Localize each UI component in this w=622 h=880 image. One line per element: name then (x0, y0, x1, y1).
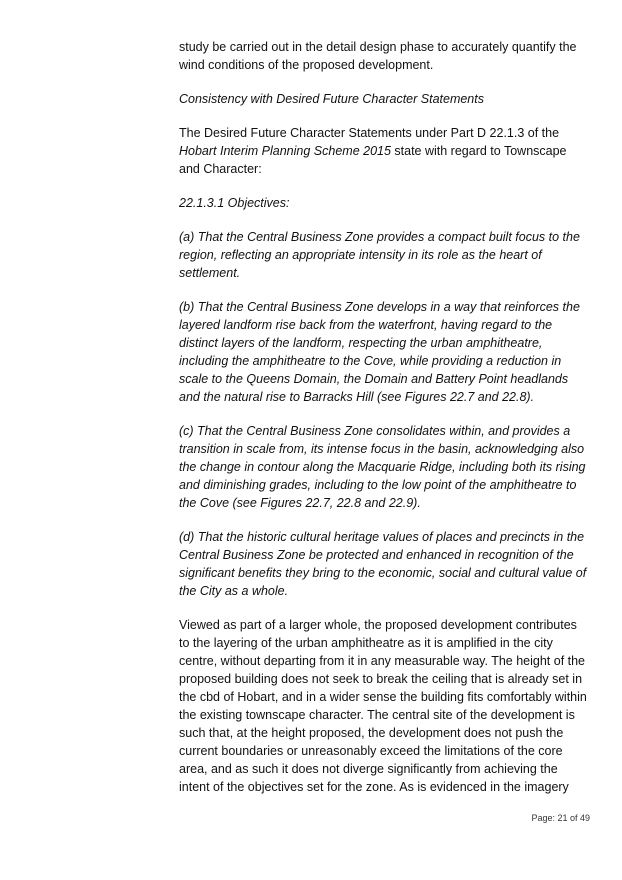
paragraph-wind-study: study be carried out in the detail design phase to accurately quantify the wind conditions of the proposed development. (179, 40, 577, 72)
objective-d: (d) That the historic cultural heritage values of places and precincts in the Central Business Zone be protected and enhanced in recognition of the significant benefits they bring to the economic, social and cultural value of the City as a whole. (179, 530, 587, 598)
objective-b: (b) That the Central Business Zone develops in a way that reinforces the layered landform rise back from the waterfront, having regard to the distinct layers of the landform, respecting the urban amphitheatre, including the amphitheatre to the Cove, while providing a reduction in scale to the Queens Domain, the Domain and Battery Point headlands and the natural rise to Barracks Hill (see Figures 22.7 and 22.8). (179, 300, 580, 404)
planning-scheme-title: Hobart Interim Planning Scheme 2015 (179, 144, 391, 158)
paragraph-urban-amphitheatre: Viewed as part of a larger whole, the proposed development contributes to the layering of the urban amphitheatre as it is amplified in the city centre, without departing from it in any measurable way. The height of the proposed building does not seek to break the ceiling that is already set in the cbd of Hobart, and in a wider sense the building fits comfortably within the existing townscape character. The central site of the development is such that, at the height proposed, the development does not push the current boundaries or unreasonably exceed the limitations of the core area, and as such it does not diverge significantly from achieving the intent of the objectives set for the zone. As is evidenced in the imagery (179, 618, 587, 794)
page-number: Page: 21 of 49 (531, 813, 590, 823)
paragraph-desired-future-character (179, 124, 589, 178)
page-body (179, 38, 589, 812)
objectives-heading: 22.1.3.1 Objectives: (179, 196, 290, 210)
objective-c: (c) That the Central Business Zone consolidates within, and provides a transition in scale from, its intense focus in the basin, acknowledging also the change in contour along the Macquarie Ridge, including both its rising and diminishing grades, including to the low point of the amphitheatre to the Cove (see Figures 22.7, 22.8 and 22.9). (179, 424, 586, 510)
paragraph-text: state with regard to Townscape and Character: (179, 144, 567, 176)
objective-a: (a) That the Central Business Zone provides a compact built focus to the region, reflecting an appropriate intensity in its role as the heart of settlement. (179, 230, 580, 280)
section-heading-consistency: Consistency with Desired Future Character Statements (179, 92, 484, 106)
paragraph-text: The Desired Future Character Statements under Part D 22.1.3 of the (179, 126, 560, 140)
